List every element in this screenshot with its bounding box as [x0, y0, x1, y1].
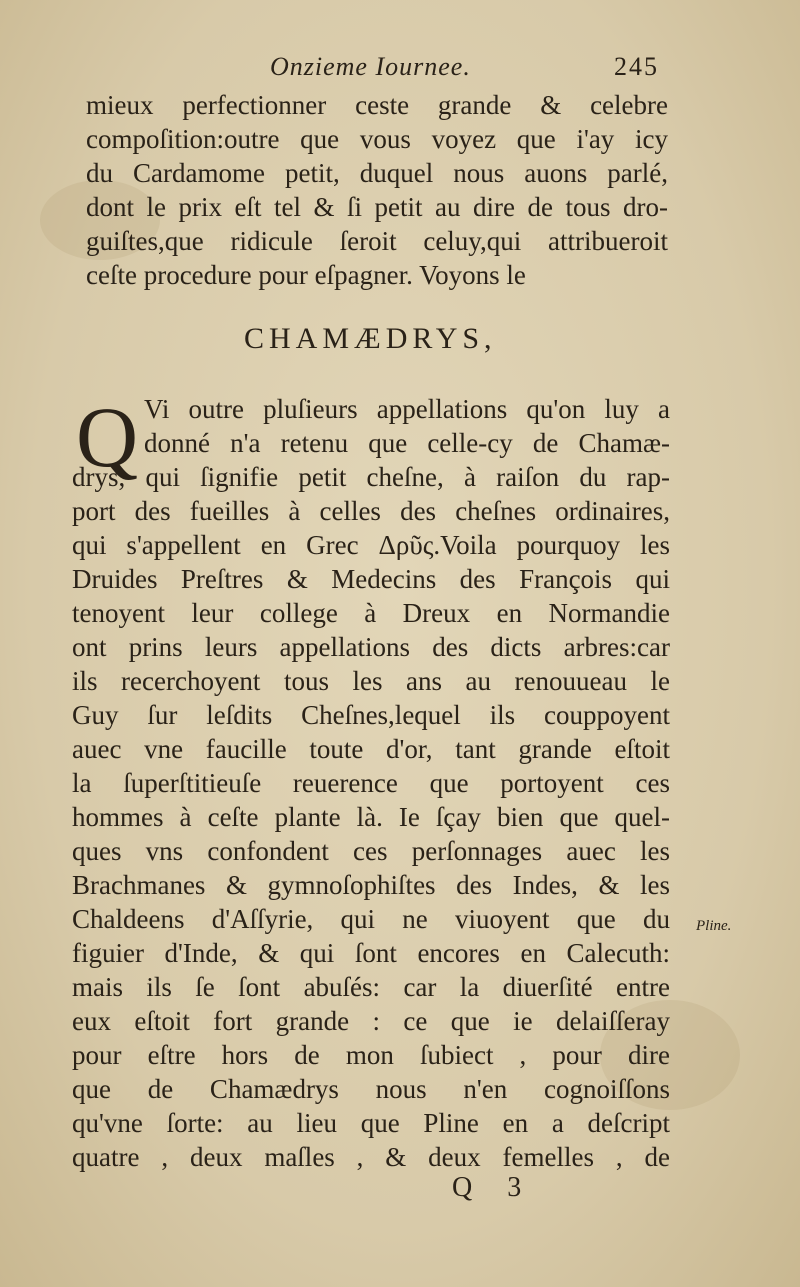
text-line: mieux perfectionner ceste grande & celebre	[86, 90, 668, 120]
drop-cap: Q	[76, 389, 139, 485]
text-line: auec vne faucille toute d'or, tant grande eſtoit	[72, 734, 670, 764]
text-line: Guy ſur leſdits Cheſnes,lequel ils couppoyent	[72, 700, 670, 730]
text-line: guiſtes,que ridicule ſeroit celuy,qui attribueroit	[86, 226, 668, 256]
text-line: Chaldeens d'Aſſyrie, qui ne viuoyent que du	[72, 904, 670, 934]
text-line: donné n'a retenu que celle-cy de Chamæ-	[144, 428, 670, 458]
text-line: drys, qui ſignifie petit cheſne, à raiſon du rap-	[72, 462, 670, 492]
running-title: Onzieme Iournee.	[270, 52, 471, 81]
text-line: port des fueilles à celles des cheſnes ordinaires,	[72, 496, 670, 526]
text-line: Brachmanes & gymnoſophiſtes des Indes, & les	[72, 870, 670, 900]
margin-note: Pline.	[696, 918, 732, 934]
text-line: que de Chamædrys nous n'en cognoiſſons	[72, 1074, 670, 1104]
section-title: CHAMÆDRYS,	[244, 322, 497, 355]
text-line: ils recerchoyent tous les ans au renouueau le	[72, 666, 670, 696]
text-line: quatre , deux maſles , & deux femelles , de	[72, 1142, 670, 1172]
text-line: qui s'appellent en Grec Δρῦς.Voila pourquoy les	[72, 530, 670, 560]
text-line: qu'vne ſorte: au lieu que Pline en a deſcript	[72, 1108, 670, 1138]
paragraph-chamaedrys	[72, 389, 670, 1174]
text-line: ceſte procedure pour eſpagner. Voyons le	[86, 260, 526, 290]
text-line: la ſuperſtitieuſe reuerence que portoyent ces	[72, 768, 670, 798]
paragraph-continuation	[86, 88, 668, 292]
text-line: du Cardamome petit, duquel nous auons parlé,	[86, 158, 668, 188]
text-line: hommes à ceſte plante là. Ie ſçay bien que quel-	[72, 802, 670, 832]
page-number: 245	[614, 52, 659, 81]
text-line: ques vns confondent ces perſonnages auec les	[72, 836, 670, 866]
text-line: Druides Preſtres & Medecins des François qui	[72, 564, 670, 594]
text-line: dont le prix eſt tel & ſi petit au dire de tous dro-	[86, 192, 668, 222]
page-header	[0, 52, 800, 92]
text-line: tenoyent leur college à Dreux en Normandie	[72, 598, 670, 628]
signature-mark: Q 3	[452, 1172, 536, 1203]
text-line: figuier d'Inde, & qui ſont encores en Calecuth:	[72, 938, 670, 968]
text-line: compoſition:outre que vous voyez que i'ay icy	[86, 124, 668, 154]
text-line: Vi outre pluſieurs appellations qu'on luy a	[144, 394, 670, 424]
text-line: eux eſtoit fort grande : ce que ie delaiſſeray	[72, 1006, 670, 1036]
text-line: ont prins leurs appellations des dicts arbres:car	[72, 632, 670, 662]
text-line: mais ils ſe ſont abuſés: car la diuerſité entre	[72, 972, 670, 1002]
text-line: pour eſtre hors de mon ſubiect , pour dire	[72, 1040, 670, 1070]
